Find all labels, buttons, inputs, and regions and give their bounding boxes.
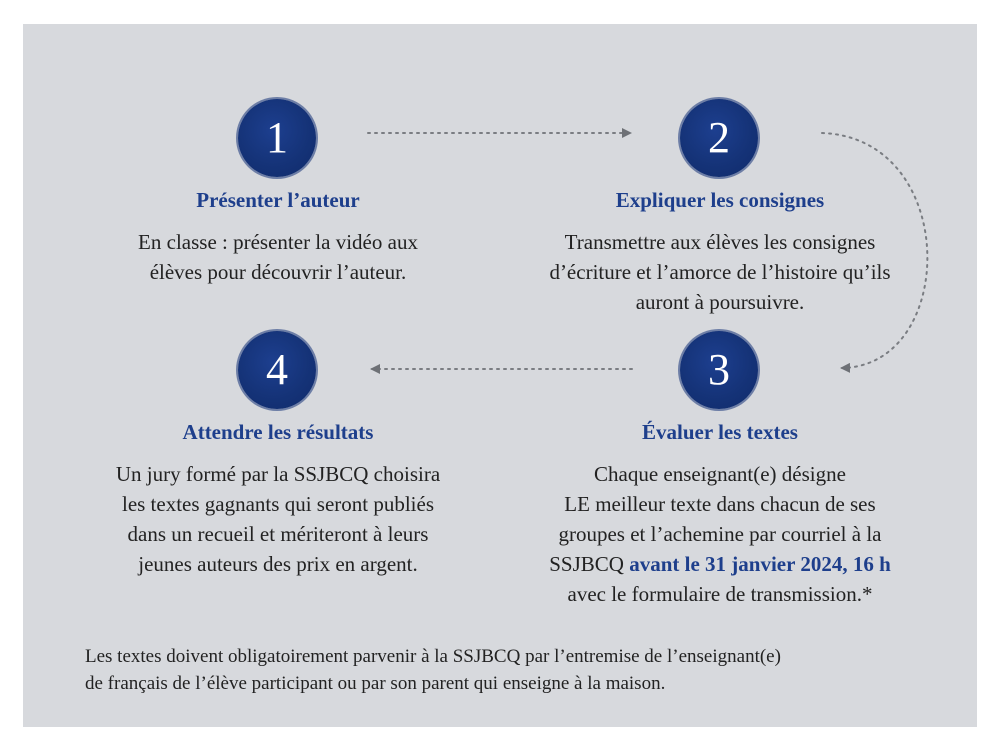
step-4-line: les textes gagnants qui seront publiés xyxy=(121,492,435,516)
step-3 xyxy=(508,419,932,609)
footnote-line-1: Les textes doivent obligatoirement parvenir à la SSJBCQ par l’entremise de l’enseignant(e) xyxy=(85,646,781,667)
step-1-number-circle: 1 xyxy=(238,99,316,177)
step-3-deadline-line xyxy=(508,549,932,579)
step-3-line: LE meilleur texte dans chacun de ses xyxy=(564,492,876,516)
step-1-description xyxy=(88,227,468,287)
step-4-line: dans un recueil et mériteront à leurs xyxy=(127,522,429,546)
step-2-description xyxy=(510,227,930,317)
step-2-line: auront à poursuivre. xyxy=(635,290,805,314)
step-4-description xyxy=(60,459,496,579)
step-3-line: Chaque enseignant(e) désigne xyxy=(594,462,846,486)
step-1 xyxy=(88,187,468,287)
step-4-line: Un jury formé par la SSJBCQ choisira xyxy=(115,462,441,486)
step-3-line-prefix: SSJBCQ xyxy=(549,552,630,576)
step-4-number-circle: 4 xyxy=(238,331,316,409)
step-1-line: En classe : présenter la vidéo aux xyxy=(138,230,418,254)
step-3-line: avec le formulaire de transmission.* xyxy=(567,582,873,606)
step-2-line: d’écriture et l’amorce de l’histoire qu’ils xyxy=(549,260,891,284)
step-2 xyxy=(510,187,930,317)
step-2-title: Expliquer les consignes xyxy=(615,188,825,212)
step-4-line: jeunes auteurs des prix en argent. xyxy=(138,552,418,576)
footnote xyxy=(85,643,945,697)
step-3-line: groupes et l’achemine par courriel à la xyxy=(558,522,882,546)
step-4 xyxy=(60,419,496,579)
step-2-number-circle: 2 xyxy=(680,99,758,177)
step-1-title: Présenter l’auteur xyxy=(196,188,360,212)
submission-deadline: avant le 31 janvier 2024, 16 h xyxy=(629,552,891,576)
step-1-line: élèves pour découvrir l’auteur. xyxy=(149,260,407,284)
step-3-description xyxy=(508,459,932,609)
step-3-number-circle: 3 xyxy=(680,331,758,409)
step-3-title: Évaluer les textes xyxy=(642,420,798,444)
step-2-line: Transmettre aux élèves les consignes xyxy=(564,230,876,254)
step-4-title: Attendre les résultats xyxy=(182,420,374,444)
footnote-line-2: de français de l’élève participant ou par son parent qui enseigne à la maison. xyxy=(85,673,666,694)
